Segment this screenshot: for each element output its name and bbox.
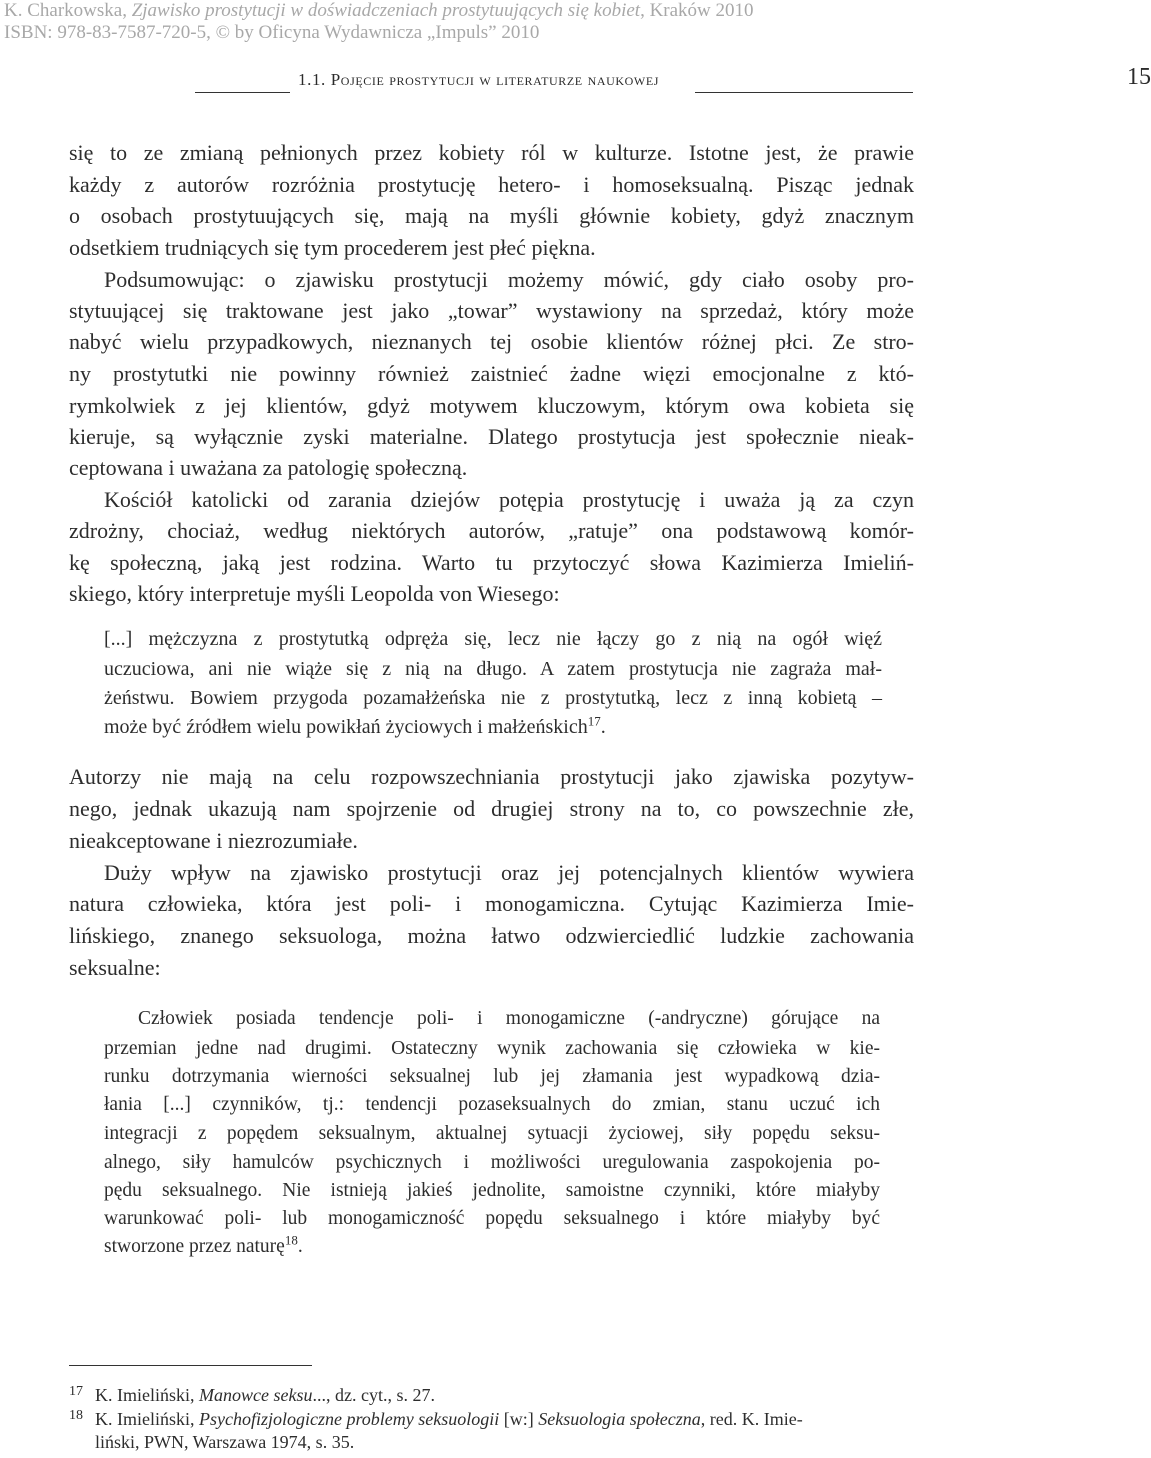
- footnote-number: 18: [69, 1408, 83, 1423]
- text-line: odsetkiem trudniących się tym procederem jest płeć piękna.: [69, 235, 596, 260]
- quote-line: przemian jedne nad drugimi. Ostateczny wynik zachowania się człowieka w kie-: [104, 1038, 880, 1059]
- text-line: stytuującej się traktowane jest jako „towar” wystawiony na sprzedaż, który może: [69, 298, 914, 323]
- footnote-rule: [69, 1365, 312, 1366]
- footnote-18: 18 K. Imieliński, Psychofizjologiczne problemy seksuologii [w:] Seksuologia społeczna, red. K. Imie-: [69, 1408, 803, 1429]
- stamp-line-2: ISBN: 978-83-7587-720-5, © by Oficyna Wydawnicza „Impuls” 2010: [4, 22, 540, 43]
- footnote-17: 17 K. Imieliński, Manowce seksu..., dz. cyt., s. 27.: [69, 1384, 435, 1405]
- text-line: Kościół katolicki od zarania dziejów potępia prostytucję i uważa ją za czyn: [104, 487, 914, 512]
- quote-line: stworzone przez naturę$^{18}$.: [104, 1232, 303, 1257]
- quote-line: Człowiek posiada tendencje poli- i monogamiczne (-andryczne) górujące na: [138, 1008, 880, 1029]
- text-line: zdrożny, chociaż, według niektórych autorów, „ratuje” ona podstawową komór-: [69, 518, 914, 543]
- footnote-ref[interactable]: 17: [587, 713, 601, 729]
- footnote-ref[interactable]: 18: [284, 1232, 298, 1248]
- text-line: natura człowieka, która jest poli- i monogamiczna. Cytując Kazimierza Imie-: [69, 891, 914, 916]
- page-number: 15: [1127, 64, 1151, 90]
- text-line: rymkolwiek z jej klientów, gdyż motywem kluczowym, którym owa kobieta się: [69, 393, 914, 418]
- quote-line: warunkować poli- lub monogamiczność popędu seksualnego i które miałyby być: [104, 1208, 880, 1229]
- text-line: nabyć wielu przypadkowych, nieznanych tej osobie klientów różnej płci. Ze stro-: [69, 329, 914, 354]
- quote-line: alnego, siły hamulców psychicznych i możliwości uregulowania zaspokojenia po-: [104, 1152, 880, 1173]
- copyright-stamp: [4, 0, 754, 44]
- quote-line: integracji z popędem seksualnym, aktualnej sytuacji życiowej, siły popędu seksu-: [104, 1123, 880, 1144]
- quote-line: łania [...] czynników, tj.: tendencji pozaseksualnych do zmian, stanu uczuć ich: [104, 1094, 880, 1115]
- text-line: się to ze zmianą pełnionych przez kobiety ról w kulturze. Istotne jest, że prawie: [69, 140, 914, 165]
- text-line: kieruje, są wyłącznie zyski materialne. Dlatego prostytucja jest społecznie nieak-: [69, 424, 914, 449]
- text-line: lińskiego, znanego seksuologa, można łatwo odzwierciedlić ludzkie zachowania: [69, 923, 914, 948]
- text-line: seksualne:: [69, 955, 161, 980]
- text-line: ny prostytutki nie powinny również zaistnieć żadne więzi emocjonalne z któ-: [69, 361, 914, 386]
- text-line: każdy z autorów rozróżnia prostytucję hetero- i homoseksualną. Pisząc jednak: [69, 172, 914, 197]
- stamp-line-1: K. Charkowska, Zjawisko prostytucji w doświadczeniach prostytuujących się kobiet, Kraków 2010: [4, 0, 754, 21]
- quote-line: może być źródłem wielu powikłań życiowych i małżeńskich$^{17}$.: [104, 713, 606, 738]
- footnote-number: 17: [69, 1384, 83, 1399]
- text-line: o osobach prostytuujących się, mają na myśli głównie kobiety, gdyż znacznym: [69, 203, 914, 228]
- quote-line: pędu seksualnego. Nie istnieją jakieś jednolite, samoistne czynniki, które miałyby: [104, 1180, 880, 1201]
- footnote-18-continuation: liński, PWN, Warszawa 1974, s. 35.: [95, 1432, 355, 1452]
- quote-line: [...] mężczyzna z prostytutką odpręża się, lecz nie łączy go z nią na ogół więź: [104, 628, 882, 650]
- text-line: kę społeczną, jaką jest rodzina. Warto tu przytoczyć słowa Kazimierza Imieliń-: [69, 550, 914, 575]
- header-rule-left: [195, 92, 290, 93]
- text-line: Autorzy nie mają na celu rozpowszechniania prostytucji jako zjawiska pozytyw-: [69, 764, 914, 789]
- quote-line: runku dotrzymania wierności seksualnej lub jej złamania jest wypadkową dzia-: [104, 1066, 880, 1087]
- text-line: ceptowana i uważana za patologię społeczną.: [69, 455, 468, 480]
- text-line: Duży wpływ na zjawisko prostytucji oraz jej potencjalnych klientów wywiera: [104, 860, 914, 885]
- text-line: Podsumowując: o zjawisku prostytucji możemy mówić, gdy ciało osoby pro-: [104, 267, 914, 292]
- text-line: skiego, który interpretuje myśli Leopolda von Wiesego:: [69, 581, 560, 606]
- section-title: 1.1. Pojęcie prostytucji w literaturze naukowej: [298, 70, 660, 89]
- header-rule-right: [695, 92, 913, 93]
- text-line: nego, jednak ukazują nam spojrzenie od drugiej strony na to, co powszechnie złe,: [69, 796, 914, 821]
- text-line: nieakceptowane i niezrozumiałe.: [69, 828, 358, 853]
- quote-line: uczuciowa, ani nie wiąże się z nią na długo. A zatem prostytucja nie zagraża mał-: [104, 658, 882, 680]
- running-head: [195, 62, 1151, 96]
- quote-line: żeństwu. Bowiem przygoda pozamałżeńska nie z prostytutką, lecz z inną kobietą –: [104, 687, 882, 709]
